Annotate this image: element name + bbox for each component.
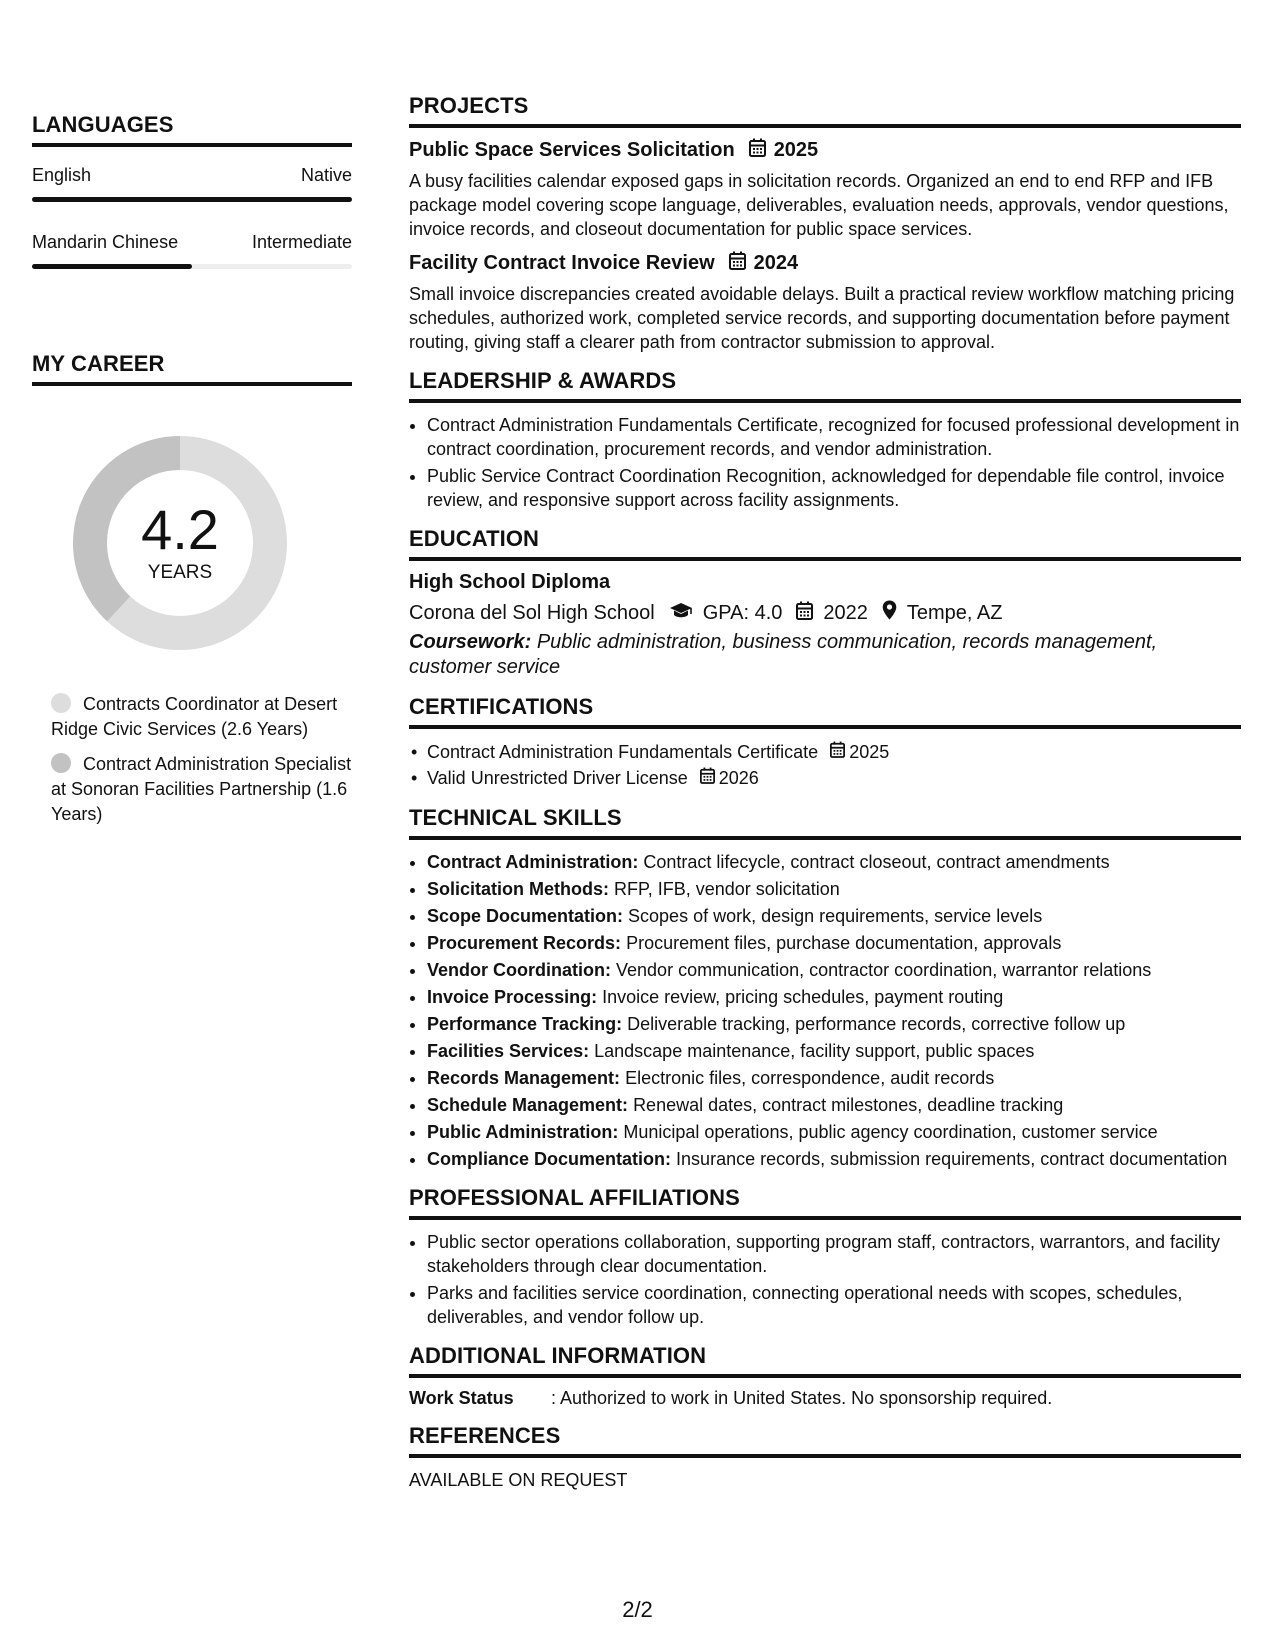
project-title: [409, 251, 1241, 276]
skill-label: Compliance Documentation:: [427, 1149, 672, 1169]
language-level: Native: [300, 165, 352, 185]
education-details: [409, 600, 1241, 626]
additional-info-heading: ADDITIONAL INFORMATION: [409, 1343, 1241, 1378]
education-degree: High School Diploma: [409, 571, 611, 593]
graduation-cap-icon: [669, 602, 693, 625]
calendar-icon: [830, 739, 845, 765]
calendar-icon: [749, 138, 766, 163]
career-role-label: Contract Administration Specialist at Sonoran Facilities Partnership (1.6 Years): [51, 754, 352, 824]
career-donut-chart: [65, 428, 295, 658]
education-location: Tempe, AZ: [906, 601, 1003, 624]
language-proficiency-bar: [32, 264, 352, 269]
skill-value: Municipal operations, public agency coordination, customer service: [623, 1122, 1158, 1142]
coursework-label: Coursework:: [409, 631, 532, 653]
calendar-icon: [700, 765, 715, 791]
skill-item: [427, 850, 1241, 874]
references-text: AVAILABLE ON REQUEST: [409, 1470, 628, 1490]
career-years-unit: YEARS: [147, 562, 213, 583]
career-legend: [51, 692, 352, 827]
skill-label: Performance Tracking:: [427, 1014, 623, 1034]
education-school: Corona del Sol High School: [409, 601, 655, 624]
education-year: 2022: [823, 601, 868, 624]
career-role-label: Contracts Coordinator at Desert Ridge Civic Services (2.6 Years): [51, 694, 338, 739]
career-section: [32, 351, 352, 827]
leadership-heading: LEADERSHIP & AWARDS: [409, 368, 1241, 403]
project-description: A busy facilities calendar exposed gaps in solicitation records. Organized an end to end RFP and IFB package model covering scope language, deliverables, evaluation needs, approvals, vendor questions, invoice records, and closeout documentation for public space services.: [409, 171, 1229, 239]
certification-year: 2026: [718, 768, 759, 788]
skill-value: Vendor communication, contractor coordination, warrantor relations: [616, 960, 1152, 980]
certification-year: 2025: [849, 742, 890, 762]
language-proficiency-fill: [32, 197, 352, 202]
additional-info-section: [409, 1343, 1241, 1409]
skill-label: Schedule Management:: [427, 1095, 629, 1115]
main-column: [409, 93, 1241, 1505]
work-status-value: : Authorized to work in United States. No sponsorship required.: [551, 1388, 1053, 1408]
list-item: • Public Service Contract Coordination Recognition, acknowledged for dependable file control, invoice review, and responsive support across facility assignments.: [427, 464, 1241, 512]
skill-value: Landscape maintenance, facility support, public spaces: [594, 1041, 1035, 1061]
work-status-row: [409, 1388, 1241, 1409]
references-heading: REFERENCES: [409, 1423, 1241, 1458]
calendar-icon: [796, 601, 813, 626]
skill-value: Insurance records, submission requirements, contract documentation: [676, 1149, 1228, 1169]
project-name: Facility Contract Invoice Review: [409, 252, 715, 274]
languages-heading: LANGUAGES: [32, 112, 352, 147]
skill-value: Invoice review, pricing schedules, payment routing: [602, 987, 1004, 1007]
project-name: Public Space Services Solicitation: [409, 139, 735, 161]
education-coursework: [409, 630, 1241, 680]
work-status-label: Work Status: [409, 1388, 514, 1408]
skills-heading: TECHNICAL SKILLS: [409, 805, 1241, 840]
skill-value: Procurement files, purchase documentation, approvals: [626, 933, 1062, 953]
language-proficiency-fill: [32, 264, 192, 269]
skill-item: [427, 985, 1241, 1009]
language-name: English: [32, 165, 92, 185]
certification-item: [427, 765, 1241, 791]
list-item: • Contract Administration Fundamentals Certificate, recognized for focused professional development in contract coordination, procurement records, and vendor administration.: [427, 413, 1241, 461]
legend-dot-icon: [51, 693, 71, 713]
project-description: Small invoice discrepancies created avoidable delays. Built a practical review workflow matching pricing schedules, authorized work, completed service records, and supporting documentation before payment routing, giving staff a clearer path from contractor submission to approval.: [409, 284, 1235, 352]
skill-label: Records Management:: [427, 1068, 621, 1088]
language-proficiency-bar: [32, 197, 352, 202]
projects-heading: PROJECTS: [409, 93, 1241, 128]
skill-item: [427, 877, 1241, 901]
skills-list: [409, 850, 1241, 1171]
certifications-section: [409, 694, 1241, 791]
career-legend-item: [51, 752, 352, 827]
certification-name: • Contract Administration Fundamentals Certificate: [427, 742, 819, 762]
skill-value: Renewal dates, contract milestones, deadline tracking: [633, 1095, 1064, 1115]
project-year: 2024: [753, 252, 799, 274]
skill-value: Scopes of work, design requirements, service levels: [628, 906, 1043, 926]
language-item: [32, 232, 352, 269]
skill-item: [427, 1120, 1241, 1144]
certification-item: [427, 739, 1241, 765]
skill-value: Electronic files, correspondence, audit records: [625, 1068, 995, 1088]
project-title: [409, 138, 1241, 163]
skill-label: Vendor Coordination:: [427, 960, 611, 980]
skill-value: Deliverable tracking, performance records, corrective follow up: [627, 1014, 1126, 1034]
skill-label: Scope Documentation:: [427, 906, 624, 926]
skill-value: RFP, IFB, vendor solicitation: [614, 879, 840, 899]
skill-label: Facilities Services:: [427, 1041, 590, 1061]
language-level: Intermediate: [251, 232, 352, 252]
page-number: 2/2: [622, 1597, 653, 1622]
skill-label: Contract Administration:: [427, 852, 639, 872]
skill-label: Solicitation Methods:: [427, 879, 609, 899]
certification-name: • Valid Unrestricted Driver License: [427, 768, 688, 788]
skill-label: Invoice Processing:: [427, 987, 598, 1007]
project-year: 2025: [773, 139, 819, 161]
career-total-years: 4.2: [141, 498, 219, 561]
skill-item: [427, 1147, 1241, 1171]
education-heading: EDUCATION: [409, 526, 1241, 561]
skill-item: [427, 1093, 1241, 1117]
list-item: • Parks and facilities service coordination, connecting operational needs with scopes, schedules, deliverables, and vendor follow up.: [427, 1281, 1241, 1329]
skill-item: [427, 1066, 1241, 1090]
skill-item: [427, 958, 1241, 982]
education-section: [409, 526, 1241, 680]
career-heading: MY CAREER: [32, 351, 352, 386]
coursework-value: Public administration, business communication, records management, customer service: [409, 631, 1158, 678]
certifications-heading: CERTIFICATIONS: [409, 694, 1241, 729]
sidebar: [32, 112, 352, 837]
leadership-section: [409, 368, 1241, 512]
language-name: Mandarin Chinese: [32, 232, 179, 252]
projects-section: [409, 93, 1241, 354]
skill-label: Procurement Records:: [427, 933, 622, 953]
career-legend-item: [51, 692, 352, 742]
skill-label: Public Administration:: [427, 1122, 619, 1142]
language-item: [32, 165, 352, 202]
list-item: • Public sector operations collaboration, supporting program staff, contractors, warrantors, and facility stakeholders through clear documentation.: [427, 1230, 1241, 1278]
location-pin-icon: [882, 600, 897, 626]
education-gpa: GPA: 4.0: [702, 601, 783, 624]
references-section: [409, 1423, 1241, 1491]
affiliations-heading: PROFESSIONAL AFFILIATIONS: [409, 1185, 1241, 1220]
calendar-icon: [729, 251, 746, 276]
affiliations-section: [409, 1185, 1241, 1329]
legend-dot-icon: [51, 753, 71, 773]
skills-section: [409, 805, 1241, 1171]
skill-item: [427, 931, 1241, 955]
skill-item: [427, 1039, 1241, 1063]
skill-value: Contract lifecycle, contract closeout, contract amendments: [643, 852, 1110, 872]
skill-item: [427, 1012, 1241, 1036]
skill-item: [427, 904, 1241, 928]
